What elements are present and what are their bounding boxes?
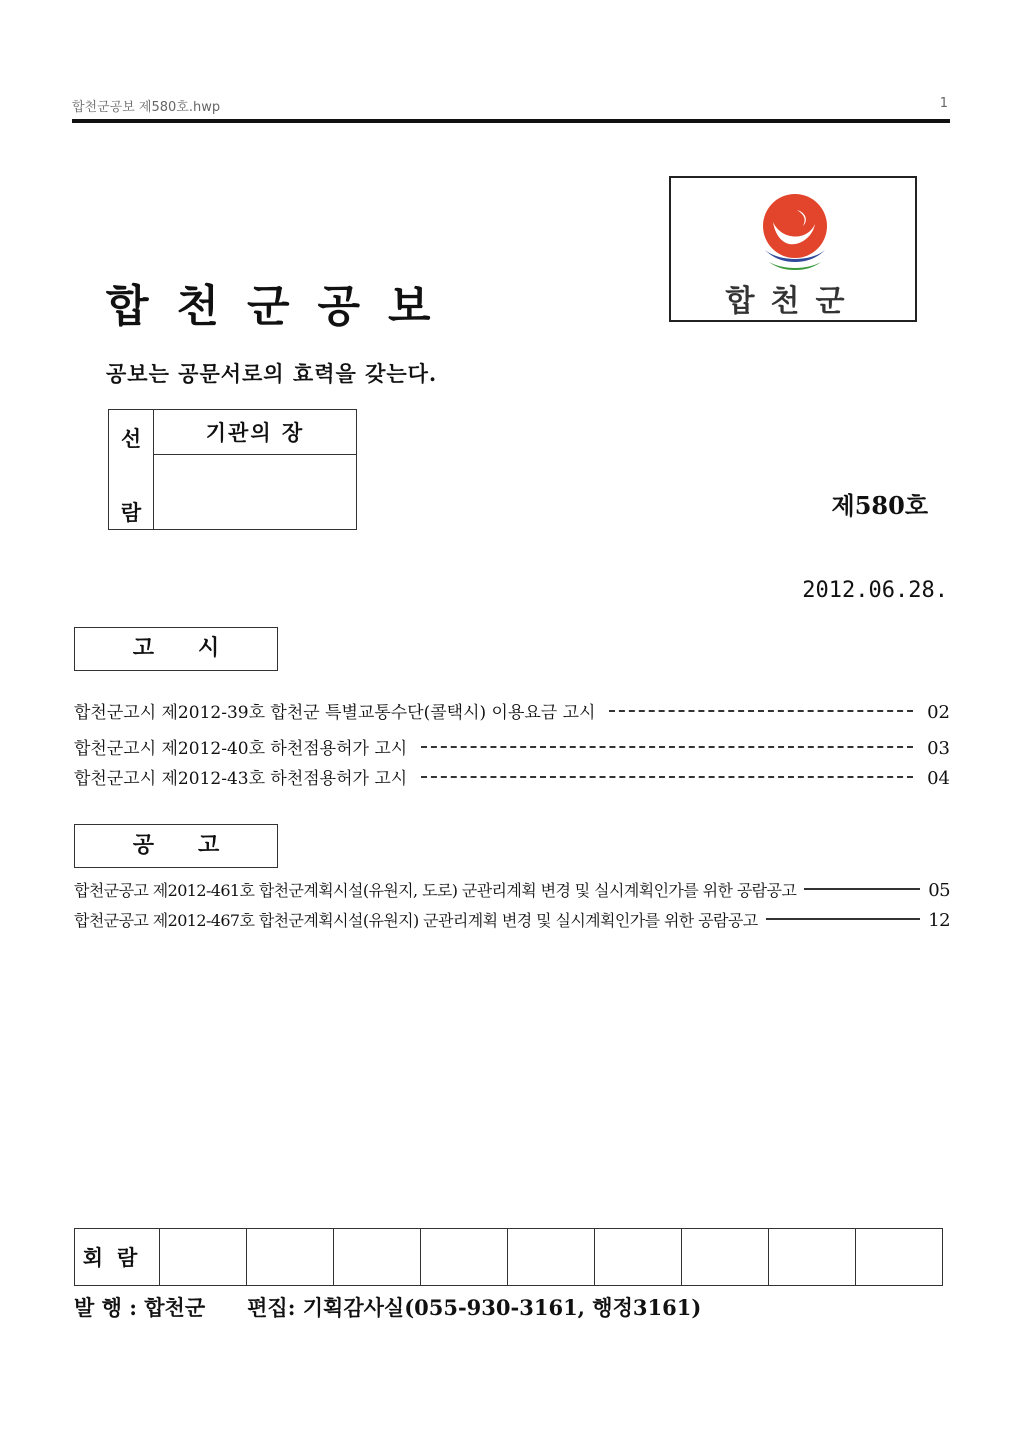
circulation-signature-cell[interactable] [508, 1229, 595, 1286]
section-heading-char: 시 [198, 636, 220, 661]
toc-entry-title: 합천군고시 제2012-40호 하천점용허가 고시 [74, 739, 408, 759]
toc-leader [804, 888, 920, 890]
subtitle: 공보는 공문서로의 효력을 갖는다. [106, 361, 438, 386]
logo-text: 합천군 [725, 284, 861, 319]
circulation-signature-cell[interactable] [421, 1229, 508, 1286]
header-rule [72, 119, 950, 123]
section-heading-char: 공 [132, 833, 154, 858]
issue-date: 2012.06.28. [802, 578, 948, 603]
circulation-signature-cell[interactable] [160, 1229, 247, 1286]
page-title: 합천군공보 [106, 281, 459, 332]
circulation-signature-cell[interactable] [595, 1229, 682, 1286]
circulation-signature-cell[interactable] [334, 1229, 421, 1286]
toc-leader [609, 710, 913, 712]
section-heading-char: 고 [132, 636, 154, 661]
section-notice-heading [74, 627, 278, 671]
toc-entry-title: 합천군고시 제2012-39호 합천군 특별교통수단(콜택시) 이용요금 고시 [74, 703, 596, 723]
approval-side-top: 선 [120, 426, 142, 451]
toc-entry-page: 02 [927, 702, 950, 723]
circulation-signature-cell[interactable] [247, 1229, 334, 1286]
approval-header: 기관의 장 [154, 410, 357, 455]
approval-table [108, 409, 357, 530]
footer-editor: 편집: 기획감사실(055-930-3161, 행정3161) [247, 1295, 702, 1320]
circulation-signature-cell[interactable] [856, 1229, 943, 1286]
toc-entry-title: 합천군공고 제2012-467호 합천군계획시설(유원지) 군관리계획 변경 및 실시계획인가를 위한 공람공고 [74, 911, 758, 930]
circulation-signature-cell[interactable] [682, 1229, 769, 1286]
toc-entry[interactable] [74, 698, 950, 723]
approval-side-label [109, 410, 154, 530]
toc-entry[interactable] [74, 878, 950, 901]
toc-entry[interactable] [74, 908, 950, 931]
toc-leader [421, 746, 913, 748]
approval-signature-cell[interactable] [154, 455, 357, 530]
toc-entry[interactable] [74, 734, 950, 759]
footer [74, 1292, 701, 1322]
toc-entry-page: 04 [927, 768, 950, 789]
approval-side-bottom: 람 [120, 500, 142, 525]
toc-entry-title: 합천군공고 제2012-461호 합천군계획시설(유원지, 도로) 군관리계획 변경 및 실시계획인가를 위한 공람공고 [74, 881, 797, 900]
toc-entry-title: 합천군고시 제2012-43호 하천점용허가 고시 [74, 769, 408, 789]
header-filename: 합천군공보 제580호.hwp [72, 100, 221, 115]
hapcheon-county-emblem-icon [755, 192, 835, 278]
toc-leader [766, 918, 921, 920]
footer-publisher: 발 행 : 합천군 [74, 1295, 206, 1320]
toc-entry-page: 12 [928, 910, 950, 931]
toc-leader [421, 776, 913, 778]
circulation-signature-cell[interactable] [769, 1229, 856, 1286]
toc-entry-page: 03 [927, 738, 950, 759]
header-page-number: 1 [939, 96, 948, 111]
logo [669, 176, 917, 322]
section-heading-char: 고 [198, 833, 220, 858]
toc-entry[interactable] [74, 764, 950, 789]
toc-entry-page: 05 [928, 880, 950, 901]
section-announcement-heading [74, 824, 278, 868]
issue-number: 제580호 [831, 491, 928, 520]
circulation-table [74, 1228, 943, 1286]
circulation-label: 회람 [75, 1229, 160, 1286]
